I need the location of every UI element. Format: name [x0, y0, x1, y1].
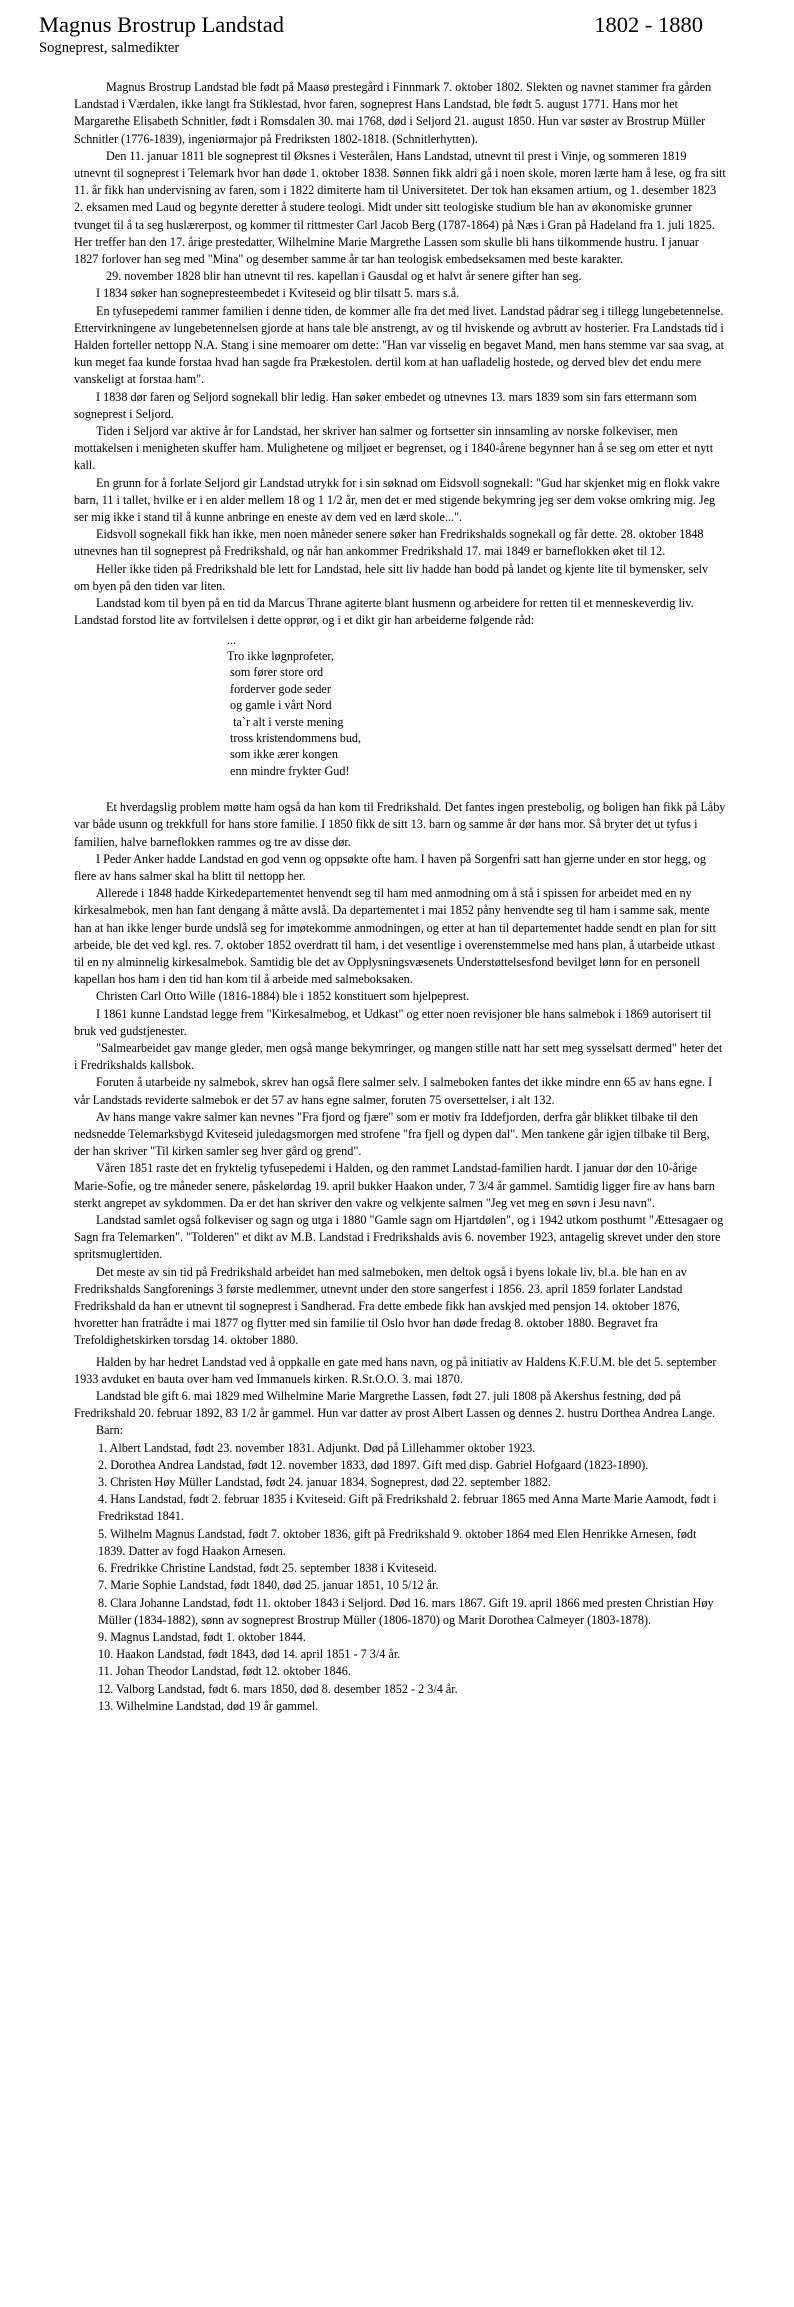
poem-line: Tro ikke løgnprofeter, [227, 648, 335, 663]
poem-line: som fører store ord [227, 665, 324, 680]
paragraph: En tyfusepedemi rammer familien i denne tiden, de kommer alle fra det med livet. Landstad pådrar seg i tillegg lungebetennelse. Ettervirkningene av lungebetennelsen gjorde at hans tale ble anstrengt, av og til hviskende og avbrutt av hosterier. Fra Landstads tid i Halden forteller nettopp N.A. Stang i sine memoarer om dette: "Han var visselig en begavet Mand, men hans stemme var saa svag, at kun meget faa kunde forstaa hvad han sagde fra Prækestolen. dertil kom at han uafladelig hostede, og derved blev det endu mere vanskeligt at forstaa ham". [74, 303, 725, 387]
list-item: 6. Fredrikke Christine Landstad, født 25. september 1838 i Kviteseid. [98, 1561, 437, 1576]
paragraph: Magnus Brostrup Landstad ble født på Maasø prestegård i Finnmark 7. oktober 1802. Slekten og navnet stammer fra gården Landstad i Værdalen, ikke langt fra Stiklestad, hvor faren, sogneprest Hans Landstad, ble født 5. august 1771. Hans mor het Margarethe Elisabeth Schnitler, født i Romsdalen 30. mai 1768, død i Seljord 21. august 1850. Hun var søster av Brostrup Müller Schnitler (1776-1839), ingeniørmajor på Fredriksten 1802-1818. (Schnitlerhytten). [74, 80, 712, 146]
poem-line: enn mindre frykter Gud! [227, 763, 350, 778]
document-header [39, 10, 703, 40]
paragraph: Landstad ble gift 6. mai 1829 med Wilhelmine Marie Margrethe Lassen, født 27. juli 1808 på Akershus festning, død på Fredrikshald 20. februar 1892, 83 1/2 år gammel. Hun var datter av prost Albert Lassen og dennes 2. hustru Dorthea Andrea Lange. [74, 1389, 716, 1421]
poem-line: ta`r alt i verste mening [227, 714, 344, 729]
paragraph: Et hverdagslig problem møtte ham også da han kom til Fredrikshald. Det fantes ingen prestebolig, og boligen han fikk på Låby var både usunn og trekkfull for hans store familie. I 1850 fikk de sitt 13. barn og samme år dør hans mor. Så bryter det ut tyfus i familien, halve barneflokken rammes og tre av disse dør. [74, 800, 726, 849]
paragraph: I Peder Anker hadde Landstad en god venn og oppsøkte ofte ham. I haven på Sorgenfri satt han gjerne under en stor hegg, og flere av hans salmer skal ha blitt til nettopp her. [74, 851, 706, 883]
paragraph: Det meste av sin tid på Fredrikshald arbeidet han med salmeboken, men deltok også i byens lokale liv, bl.a. ble han en av Fredrikshalds Sangforenings 3 første medlemmer, utnevnt under den store sangerfest i 1856. 23. april 1859 forlater Landstad Fredrikshald da han er utnevnt til sogneprest i Sandherad. Fra dette embede fikk han avskjed med pensjon 14. oktober 1876, hvoretter han fratrådte i mai 1877 og flytter med sin familie til Oslo hvor han døde fredag 8. oktober 1880. Begravet fra Trefoldighetskirken torsdag 14. oktober 1880. [74, 1264, 687, 1348]
list-item: 4. Hans Landstad, født 2. februar 1835 i Kviteseid. Gift på Fredrikshald 2. februar 1865 med Anna Marte Marie Aamodt, født i Fredrikstad 1841. [98, 1492, 717, 1524]
list-item: 7. Marie Sophie Landstad, født 1840, død 25. januar 1851, 10 5/12 år. [98, 1578, 439, 1593]
life-years: 1802 - 1880 [594, 12, 703, 37]
list-item: 2. Dorothea Andrea Landstad, født 12. november 1833, død 1897. Gift med disp. Gabriel Hofgaard (1823-1890). [98, 1457, 649, 1472]
paragraph: Tiden i Seljord var aktive år for Landstad, her skriver han salmer og fortsetter sin innsamling av norske folkeviser, men mottakelsen i menigheten skuffer ham. Mulighetene og miljøet er begrenset, og i 1840-årene begynner han å se seg om etter et nytt kall. [74, 424, 714, 473]
list-item: 8. Clara Johanne Landstad, født 11. oktober 1843 i Seljord. Død 16. mars 1867. Gift 19. april 1866 med presten Christian Høy Müller (1834-1882), sønn av sogneprest Brostrup Müller (1806-1870) og Marit Dorothea Calmeyer (1803-1878). [98, 1595, 714, 1627]
person-name-title: Magnus Brostrup Landstad [39, 12, 284, 37]
paragraph: I 1834 søker han sognepresteembedet i Kviteseid og blir tilsatt 5. mars s.å. [96, 286, 460, 301]
list-item: 1. Albert Landstad, født 23. november 1831. Adjunkt. Død på Lillehammer oktober 1923. [98, 1440, 536, 1455]
children-list [98, 1440, 726, 1715]
list-item: 10. Haakon Landstad, født 1843, død 14. april 1851 - 7 3/4 år. [98, 1647, 401, 1662]
poem-line: tross kristendommens bud, [227, 730, 362, 745]
poem-line: som ikke ærer kongen [227, 747, 339, 762]
paragraph: Foruten å utarbeide ny salmebok, skrev han også flere salmer selv. I salmeboken fantes det ikke mindre enn 65 av hans egne. I vår Landstads reviderte salmebok er det 57 av hans egne salmer, foruten 75 oversettelser, i alt 132. [74, 1075, 713, 1107]
list-item: 9. Magnus Landstad, født 1. oktober 1844. [98, 1629, 306, 1644]
paragraph: "Salmearbeidet gav mange gleder, men også mange bekymringer, og mangen stille natt har sett meg sysselsatt dermed" heter det i Fredrikshalds kallsbok. [74, 1041, 723, 1073]
list-item: 5. Wilhelm Magnus Landstad, født 7. oktober 1836, gift på Fredrikshald 9. oktober 1864 med Elen Henrikke Arnesen, født 1839. Datter av fogd Haakon Arnesen. [98, 1526, 697, 1558]
poem-quote [227, 632, 726, 780]
poem-line: ... [227, 632, 237, 647]
paragraph: I 1861 kunne Landstad legge frem "Kirkesalmebog, et Udkast" og etter noen revisjoner ble hans salmebok i 1869 autorisert til bruk ved gudstjenester. [74, 1006, 712, 1038]
list-item: 13. Wilhelmine Landstad, død 19 år gammel. [98, 1698, 319, 1713]
poem-line: forderver gode seder [227, 681, 331, 696]
paragraph: Heller ikke tiden på Fredrikshald ble lett for Landstad, hele sitt liv hadde han bodd på landet og kjente lite til bymensker, selv om byen på den tiden var liten. [74, 561, 709, 593]
article-body [74, 79, 726, 1715]
paragraph: Christen Carl Otto Wille (1816-1884) ble i 1852 konstituert som hjelpeprest. [96, 989, 470, 1004]
paragraph: Landstad samlet også folkeviser og sagn og utga i 1880 "Gamle sagn om Hjartdølen", og i 1942 utkom posthumt "Ættesagaer og Sagn fra Telemarken". "Tolderen" et dikt av M.B. Landstad i Fredrikshalds avis 6. november 1923, antagelig skrevet under den store spritsmuglertiden. [74, 1213, 724, 1262]
children-heading: Barn: [96, 1423, 124, 1438]
paragraph: Den 11. januar 1811 ble sogneprest til Øksnes i Vesterålen, Hans Landstad, utnevnt til prest i Vinje, og sommeren 1819 utnevnt til sogneprest i Telemark hvor han døde 1. oktober 1838. Sønnen fikk aldri gå i noen skole, moren lærte ham å lese, og fra sitt 11. år fikk han undervisning av faren, som i 1822 dimiterte ham til Universitetet. Der tok han eksamen artium, og 1. desember 1823 2. eksamen med Laud og begynte deretter å studere teologi. Midt under sitt teologiske studium ble han av økonomiske grunner tvunget til å ta seg huslærerpost, og kommer til rittmester Carl Jacob Berg (1787-1864) på Næs i Gran på Hadeland fra 1. juli 1825. Her treffer han den 17. årige prestedatter, Wilhelmine Marie Margrethe Lassen som skulle bli hans tilkommende hustru. I januar 1827 forlover han seg med "Mina" og desember samme år tar han teologisk embedseksamen med beste karakter. [74, 148, 726, 267]
paragraph: Eidsvoll sognekall fikk han ikke, men noen måneder senere søker han Fredrikshalds sognekall og får dette. 28. oktober 1848 utnevnes han til sogneprest på Fredrikshald, og når han ankommer Fredrikshald 17. mai 1849 er barneflokken øket til 12. [74, 527, 704, 559]
paragraph: Landstad kom til byen på en tid da Marcus Thrane agiterte blant husmenn og arbeidere for retten til et menneskeverdig liv. Landstad forstod lite av fortvilelsen i dette opprør, og i et dikt gir han arbeiderne følgende råd: [74, 596, 694, 628]
paragraph: Halden by har hedret Landstad ved å oppkalle en gate med hans navn, og på initiativ av Haldens K.F.U.M. ble det 5. september 1933 avduket en bauta over ham ved Immanuels kirken. R.St.O.O. 3. mai 1870. [74, 1354, 717, 1386]
paragraph: 29. november 1828 blir han utnevnt til res. kapellan i Gausdal og et halvt år senere gifter han seg. [106, 269, 582, 284]
paragraph: I 1838 dør faren og Seljord sognekall blir ledig. Han søker embedet og utnevnes 13. mars 1839 som sin fars ettermann som sogneprest i Seljord. [74, 389, 697, 421]
poem-line: og gamle i vårt Nord [227, 698, 332, 713]
list-item: 11. Johan Theodor Landstad, født 12. oktober 1846. [98, 1664, 351, 1679]
person-occupation-subtitle: Sogneprest, salmedikter [39, 40, 180, 56]
paragraph: Våren 1851 raste det en fryktelig tyfusepedemi i Halden, og den rammet Landstad-familien hardt. I januar dør den 10-årige Marie-Sofie, og tre måneder senere, påskelørdag 19. april bukker Haakon under, 7 3/4 år gammel. Samtidig ligger fire av hans barn sterkt angrepet av sykdommen. Da er det han skriver den vakre og velkjente salmen "Jeg vet meg en søvn i Jesu navn". [74, 1161, 715, 1210]
paragraph: En grunn for å forlate Seljord gir Landstad utrykk for i sin søknad om Eidsvoll sognekall: "Gud har skjenket mig en flokk vakre barn, 11 i tallet, hvilke er i en alder mellem 18 og 1 1/2 år, men det er med stigende bekymring jeg ser dem vokse omkring mig. Jeg ser mig ikke i stand til å kunne anbringe en eneste av dem ved en lærd skole...". [74, 475, 720, 525]
list-item: 3. Christen Høy Müller Landstad, født 24. januar 1834. Sogneprest, død 22. september 1882. [98, 1475, 551, 1490]
list-item: 12. Valborg Landstad, født 6. mars 1850, død 8. desember 1852 - 2 3/4 år. [98, 1681, 458, 1696]
paragraph: Av hans mange vakre salmer kan nevnes "Fra fjord og fjære" som er motiv fra Iddefjorden, derfra går blikket tilbake til den nedsnedde Telemarksbygd Kviteseid juledagsmorgen med strofene "fra fjell og dypen dal". Men tankene går igjen tilbake til Berg, der han skriver "Til kirken samler seg hver gård og grend". [74, 1109, 710, 1159]
paragraph: Allerede i 1848 hadde Kirkedepartementet henvendt seg til ham med anmodning om å stå i spissen for arbeidet med en ny kirkesalmebok, men han fant dengang å måtte avslå. Da departementet i mai 1852 påny henvendte seg til ham i samme sak, mente han at han ikke lenger burde undslå seg for imøtekomme anmodningen, og etter at han til departementet hadde sendt en plan for sitt arbeide, ble det ved kgl. res. 7. oktober 1852 overdratt til ham, i det vesentlige i overenstemmelse med hans plan, å utarbeide utkast til en ny alminnelig kirkesalmebok. Samtidig ble det av Opplysningsvæsenets Understøttelsesfond bevilget lønn for en personell kapellan hos ham i den tid han kom til å arbeide med salmeboksaken. [74, 886, 717, 987]
